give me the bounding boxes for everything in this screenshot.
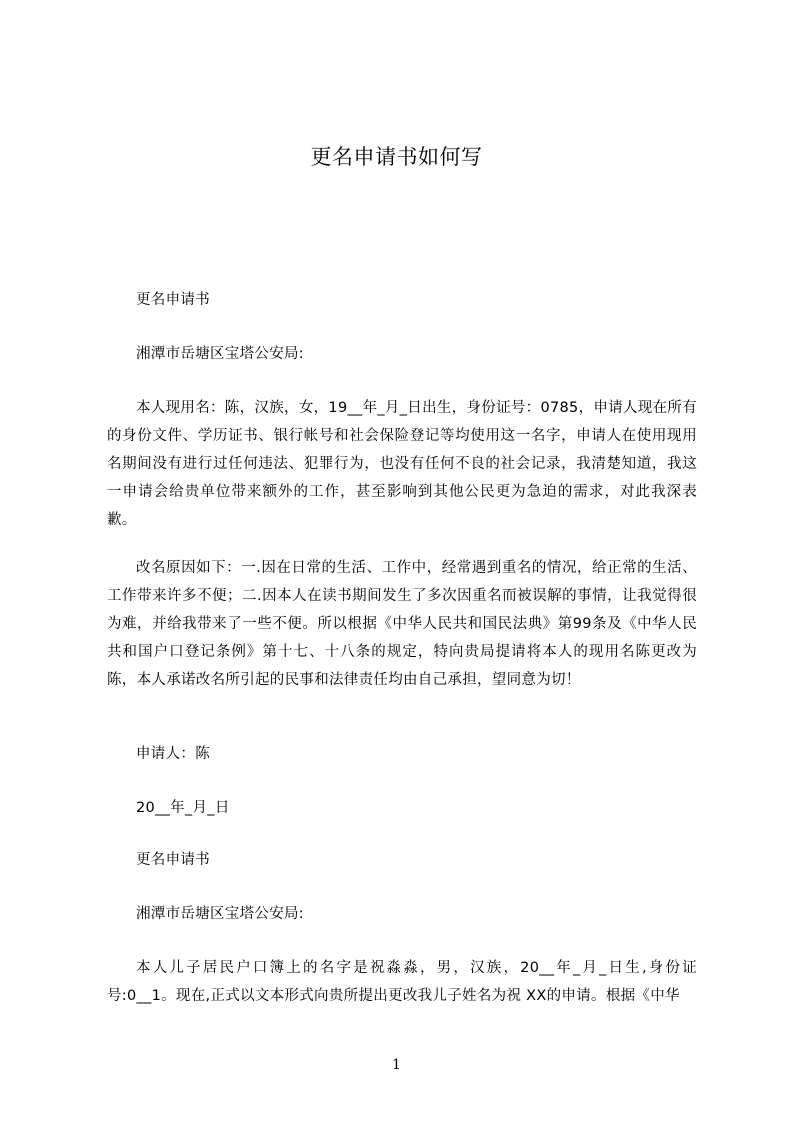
letter1-date: 20__年_月_日 bbox=[136, 800, 230, 816]
letter2-addressee: 湘潭市岳塘区宝塔公安局: bbox=[136, 906, 304, 922]
document-title: 更名申请书如何写 bbox=[310, 145, 483, 169]
letter1-addressee: 湘潭市岳塘区宝塔公安局: bbox=[136, 346, 304, 362]
letter1-heading: 更名申请书 bbox=[136, 292, 210, 308]
letter2-paragraph-1: 本人儿子居民户口簿上的名字是祝淼淼，男，汉族，20__年_月_日生,身份证号:0__1。现在,正式以文本形式向贵所提出更改我儿子姓名为祝 XX的申请。根据《中华 bbox=[107, 960, 697, 1004]
letter1-paragraph-1: 本人现用名：陈，汉族，女，19__年_月_日出生，身份证号：0785，申请人现在所有的身份文件、学历证书、银行帐号和社会保险登记等均使用这一名字，申请人在使用现用名期间没有进行过任何违法、犯罪行为，也没有任何不良的社会记录，我清楚知道，我这一申请会给贵单位带来额外的工作，甚至影响到其他公民更为急迫的需求，对此我深表歉。 bbox=[107, 400, 697, 528]
letter1-applicant: 申请人：陈 bbox=[136, 746, 210, 762]
page-number: 1 bbox=[392, 1057, 401, 1073]
letter2-heading: 更名申请书 bbox=[136, 852, 210, 868]
letter1-paragraph-2: 改名原因如下：一.因在日常的生活、工作中，经常遇到重名的情况，给正常的生活、工作带来许多不便；二.因本人在读书期间发生了多次因重名而被误解的事情，让我觉得很为难，并给我带来了一些不便。所以根据《中华人民共和国民法典》第99条及《中华人民共和国户口登记条例》第十七、十八条的规定，特向贵局提请将本人的现用名陈更改为陈，本人承诺改名所引起的民事和法律责任均由自己承担，望同意为切！ bbox=[107, 560, 697, 688]
